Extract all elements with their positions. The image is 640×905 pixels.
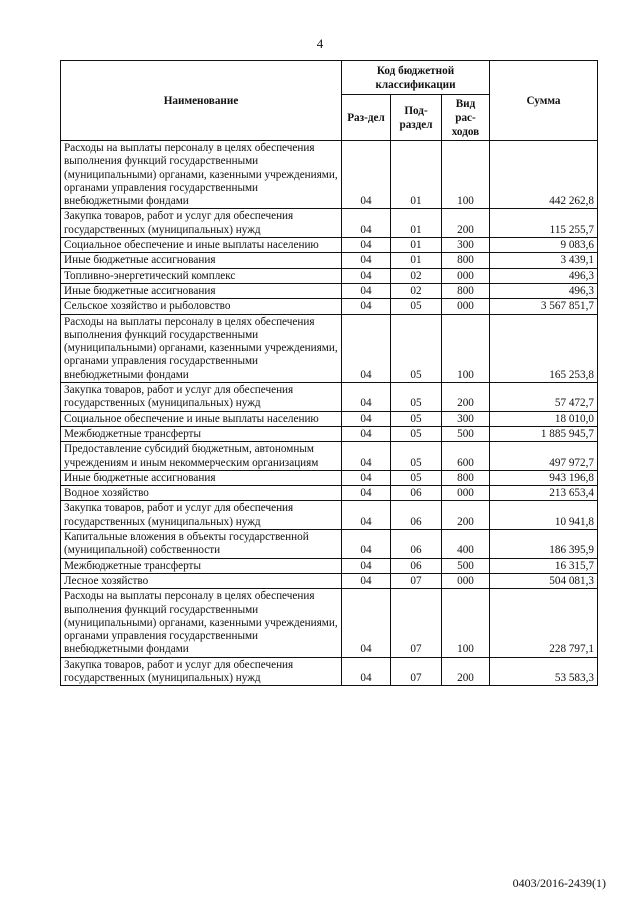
row-name-cell: Социальное обеспечение и иные выплаты населению (61, 411, 342, 426)
row-expense-type-cell: 000 (442, 573, 490, 588)
row-subsection-cell: 02 (391, 283, 442, 298)
table-row (61, 442, 598, 471)
row-name-cell: Лесное хозяйство (61, 573, 342, 588)
table-row (61, 558, 598, 573)
row-name-cell: Топливно-энергетический комплекс (61, 268, 342, 283)
row-amount-cell: 442 262,8 (490, 141, 598, 209)
table-row (61, 486, 598, 501)
row-subsection-cell: 05 (391, 470, 442, 485)
row-subsection-cell: 06 (391, 558, 442, 573)
row-section-cell: 04 (342, 411, 391, 426)
row-section-cell: 04 (342, 141, 391, 209)
table-row (61, 238, 598, 253)
row-section-cell: 04 (342, 442, 391, 471)
row-section-cell: 04 (342, 501, 391, 530)
row-expense-type-cell: 500 (442, 426, 490, 441)
row-expense-type-cell: 000 (442, 299, 490, 314)
table-row (61, 589, 598, 657)
header-expense-type: Вид рас-ходов (442, 95, 490, 141)
row-subsection-cell: 07 (391, 573, 442, 588)
row-name-cell: Расходы на выплаты персоналу в целях обеспечения выполнения функций государственными (муниципальными) органами, казенными учреждениями, органами управления государственными внебюджетными фондами (61, 314, 342, 382)
row-section-cell: 04 (342, 657, 391, 686)
row-subsection-cell: 05 (391, 299, 442, 314)
row-name-cell: Водное хозяйство (61, 486, 342, 501)
row-expense-type-cell: 400 (442, 530, 490, 559)
row-expense-type-cell: 200 (442, 657, 490, 686)
table-row (61, 253, 598, 268)
row-amount-cell: 16 315,7 (490, 558, 598, 573)
row-name-cell: Межбюджетные трансферты (61, 426, 342, 441)
row-section-cell: 04 (342, 589, 391, 657)
header-section: Раз-дел (342, 95, 391, 141)
row-amount-cell: 3 439,1 (490, 253, 598, 268)
row-expense-type-cell: 000 (442, 268, 490, 283)
row-name-cell: Сельское хозяйство и рыболовство (61, 299, 342, 314)
row-subsection-cell: 05 (391, 383, 442, 412)
row-expense-type-cell: 200 (442, 501, 490, 530)
row-section-cell: 04 (342, 486, 391, 501)
row-expense-type-cell: 100 (442, 589, 490, 657)
row-subsection-cell: 06 (391, 486, 442, 501)
row-amount-cell: 165 253,8 (490, 314, 598, 382)
table-row (61, 299, 598, 314)
row-name-cell: Расходы на выплаты персоналу в целях обеспечения выполнения функций государственными (муниципальными) органами, казенными учреждениями, органами управления государственными внебюджетными фондами (61, 589, 342, 657)
table-row (61, 383, 598, 412)
row-name-cell: Закупка товаров, работ и услуг для обеспечения государственных (муниципальных) нужд (61, 657, 342, 686)
table-row (61, 573, 598, 588)
page-number: 4 (316, 36, 324, 51)
row-section-cell: 04 (342, 283, 391, 298)
row-section-cell: 04 (342, 299, 391, 314)
row-expense-type-cell: 600 (442, 442, 490, 471)
row-expense-type-cell: 300 (442, 238, 490, 253)
row-subsection-cell: 06 (391, 501, 442, 530)
row-amount-cell: 213 653,4 (490, 486, 598, 501)
row-subsection-cell: 01 (391, 253, 442, 268)
header-subsection: Под-раздел (391, 95, 442, 141)
table-row (61, 411, 598, 426)
row-section-cell: 04 (342, 573, 391, 588)
document-code: 0403/2016-2439(1) (512, 876, 606, 890)
row-subsection-cell: 05 (391, 411, 442, 426)
row-expense-type-cell: 500 (442, 558, 490, 573)
table-row (61, 268, 598, 283)
row-subsection-cell: 06 (391, 530, 442, 559)
row-subsection-cell: 05 (391, 442, 442, 471)
row-subsection-cell: 01 (391, 209, 442, 238)
row-expense-type-cell: 800 (442, 470, 490, 485)
table-row (61, 470, 598, 485)
row-section-cell: 04 (342, 426, 391, 441)
table-row (61, 501, 598, 530)
row-subsection-cell: 05 (391, 426, 442, 441)
row-amount-cell: 115 255,7 (490, 209, 598, 238)
header-amount: Сумма (490, 61, 598, 141)
row-name-cell: Закупка товаров, работ и услуг для обеспечения государственных (муниципальных) нужд (61, 383, 342, 412)
row-expense-type-cell: 200 (442, 209, 490, 238)
row-amount-cell: 496,3 (490, 268, 598, 283)
row-section-cell: 04 (342, 470, 391, 485)
row-amount-cell: 228 797,1 (490, 589, 598, 657)
row-amount-cell: 497 972,7 (490, 442, 598, 471)
row-name-cell: Предоставление субсидий бюджетным, автономным учреждениям и иным некоммерческим организациям (61, 442, 342, 471)
table-body (61, 141, 598, 686)
row-subsection-cell: 05 (391, 314, 442, 382)
row-amount-cell: 504 081,3 (490, 573, 598, 588)
table-row (61, 426, 598, 441)
row-name-cell: Иные бюджетные ассигнования (61, 253, 342, 268)
row-name-cell: Расходы на выплаты персоналу в целях обеспечения выполнения функций государственными (муниципальными) органами, казенными учреждениями, органами управления государственными внебюджетными фондами (61, 141, 342, 209)
row-name-cell: Межбюджетные трансферты (61, 558, 342, 573)
row-section-cell: 04 (342, 238, 391, 253)
header-code-group: Код бюджетной классификации (342, 61, 490, 95)
row-amount-cell: 57 472,7 (490, 383, 598, 412)
table-row (61, 283, 598, 298)
header-name: Наименование (61, 61, 342, 141)
row-subsection-cell: 07 (391, 657, 442, 686)
row-amount-cell: 496,3 (490, 283, 598, 298)
row-name-cell: Капитальные вложения в объекты государственной (муниципальной) собственности (61, 530, 342, 559)
row-amount-cell: 3 567 851,7 (490, 299, 598, 314)
table-row (61, 657, 598, 686)
row-expense-type-cell: 300 (442, 411, 490, 426)
row-name-cell: Иные бюджетные ассигнования (61, 470, 342, 485)
row-subsection-cell: 01 (391, 238, 442, 253)
row-section-cell: 04 (342, 383, 391, 412)
table-header (61, 61, 598, 141)
budget-table (60, 60, 598, 686)
row-section-cell: 04 (342, 209, 391, 238)
row-section-cell: 04 (342, 558, 391, 573)
row-name-cell: Закупка товаров, работ и услуг для обеспечения государственных (муниципальных) нужд (61, 209, 342, 238)
row-amount-cell: 9 083,6 (490, 238, 598, 253)
row-name-cell: Закупка товаров, работ и услуг для обеспечения государственных (муниципальных) нужд (61, 501, 342, 530)
row-expense-type-cell: 100 (442, 314, 490, 382)
row-section-cell: 04 (342, 268, 391, 283)
row-expense-type-cell: 800 (442, 283, 490, 298)
row-expense-type-cell: 000 (442, 486, 490, 501)
row-amount-cell: 18 010,0 (490, 411, 598, 426)
table-row (61, 209, 598, 238)
row-section-cell: 04 (342, 253, 391, 268)
row-expense-type-cell: 800 (442, 253, 490, 268)
row-name-cell: Социальное обеспечение и иные выплаты населению (61, 238, 342, 253)
table-row (61, 530, 598, 559)
row-amount-cell: 186 395,9 (490, 530, 598, 559)
row-expense-type-cell: 200 (442, 383, 490, 412)
row-section-cell: 04 (342, 530, 391, 559)
row-section-cell: 04 (342, 314, 391, 382)
row-amount-cell: 53 583,3 (490, 657, 598, 686)
table-row (61, 141, 598, 209)
row-subsection-cell: 01 (391, 141, 442, 209)
row-amount-cell: 1 885 945,7 (490, 426, 598, 441)
row-subsection-cell: 02 (391, 268, 442, 283)
row-amount-cell: 943 196,8 (490, 470, 598, 485)
row-amount-cell: 10 941,8 (490, 501, 598, 530)
row-name-cell: Иные бюджетные ассигнования (61, 283, 342, 298)
row-subsection-cell: 07 (391, 589, 442, 657)
table-row (61, 314, 598, 382)
row-expense-type-cell: 100 (442, 141, 490, 209)
